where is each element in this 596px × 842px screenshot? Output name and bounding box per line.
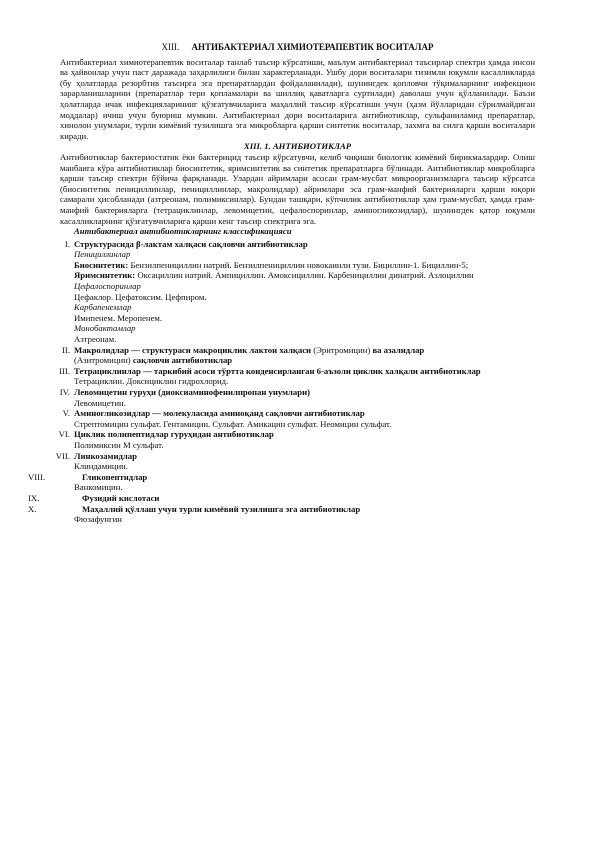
class-number: V. — [62, 408, 70, 419]
class-number: VIII. — [28, 471, 46, 482]
semisynthetic-text: Оксациллин натрий. Ампициллин. Амоксициллин. Карбенициллин динатрий. Азлоциллин — [135, 270, 474, 281]
document-page — [28, 42, 535, 525]
class-heading — [74, 345, 535, 356]
class-heading: Структурасида β-лактам халқаси сақловчи антибиотиклар — [74, 238, 308, 249]
intro-paragraph: Антибактериал химиотерапевтик воситалар танлаб таъсир кўрсатиши, маълум антибактериал таъсирлар спектри ҳамда инсон ва ҳайвонлар учун паст даражада заҳарлилиги билан характерланади. Ушбу дори воситалари тизимли юқумли касалликларда (бу ҳолатларда резорбтив таъсирга эга препаратлардан фойдаланилади), шунингдек қопловчи тўқималарнинг инфекцион зарарланишларини (препаратлар тери қопламалари ва шиллиқ қаватларга суртилади) даволаш учун қўлланилади. Баъзи ҳолатларда ичак инфекцияларининг қўзғатувчиларига маҳаллий таъсир кўрсатиши учун (ҳазм йўлларидан сўрилмайдиган моддалар) ичиш учун буюриш мумкин. Антибактериал дори воситаларига антибиотиклар, сульфаниламид препаратлар, хинолон унумлари, турли кимёвий тузилишга эга микробларга қарши синтетик воситалар, захмга ва силга қарши воситалари киради. — [60, 56, 535, 141]
class-drugs: Клиндамицин. — [74, 461, 128, 472]
class-heading: Аминогликозидлар — молекуласида аминоқанд сақловчи антибиотиклар — [74, 408, 365, 419]
biosynthetic-text: Бензилпенициллин натрий. Бензилпенициллин новокаинли тузи. Бициллин-1. Бициллин-5; — [128, 259, 469, 270]
classification-heading: Антибактериал антибиотикларнинг классификацияси — [74, 226, 292, 237]
class-drugs: Полимиксин М сульфат. — [74, 439, 164, 450]
class-heading: Гликопептидлар — [82, 471, 148, 482]
class-number: IX. — [28, 492, 40, 503]
class-drugs: Левомицетин. — [74, 397, 126, 408]
cephalosporins-label: Цефалоспоринлар — [74, 281, 141, 292]
class-drugs: Тетрациклин. Доксициклин гидрохлорид. — [74, 376, 229, 387]
class-number: I. — [64, 238, 70, 249]
class-drugs: Фюзафунгин — [74, 514, 122, 525]
class-drugs: Ванкомицин. — [74, 482, 123, 493]
class-number: III. — [59, 365, 70, 376]
chapter-title — [60, 42, 535, 53]
carbapenems-text: Имипенем. Меропенем. — [74, 312, 163, 323]
cephalosporins-text: Цефаклор. Цефатоксим. Цефпиром. — [74, 291, 207, 302]
carbapenems-label: Карбапенемлар — [74, 302, 132, 313]
biosynthetic-line — [74, 260, 535, 271]
monobactams-text: Азтреонам. — [74, 334, 117, 345]
antibiotics-paragraph: Антибиотиклар бактериостатик ёки бактерицид таъсир кўрсатувчи, келиб чиқиши биологик кимёвий бирикмалардир. Олиш манбаига кўра антибиотиклар биосинтетик, яримсинтетик ва синтетик препаратларга бўлинади. Антибиотиклар микробларга қарши таъсир спектри бўйича фарқланади. Улардан айримлари асосан грам-мусбат микроорганизмларга таъсир кўрсатса (биосинтетик пенициллинлар, пенициллинлар, макролидлар) айримлари эса грам-манфий бактерияларга қарши юқори самарали ҳисобланади (азтреонам, полимиксинлар). Бундан ташқари, кўпчилик антибиотиклар ҳам грам-мусбат, ҳамда грам-манфий бактерияларга (тетрациклинлар, левомицетин, цефалоспоринлар, аминогликозидлар), шунингдек қатор юқумли касалликларнинг қўзғатувчиларига қарши кенг таъсир спектрига эга. — [60, 151, 535, 226]
class-item-8 — [28, 471, 535, 493]
class-heading-line2 — [74, 355, 535, 366]
class-item-4 — [60, 387, 535, 408]
class-heading: Линкозамидлар — [74, 450, 137, 461]
class-heading: Фузидий кислотаси — [82, 492, 160, 503]
biosynthetic-label: Биосинтетик: — [74, 259, 129, 270]
chapter-number: XIII. — [161, 42, 180, 52]
chapter-title-text: АНТИБАКТЕРИАЛ ХИМИОТЕРАПЕВТИК ВОСИТАЛАР — [191, 42, 434, 52]
class-heading: Левомицетин гуруҳи (диоксиаминофенилпропан унумлари) — [74, 387, 310, 397]
class-number: VII. — [55, 450, 70, 461]
section-subtitle: XIII. 1. АНТИБИОТИКЛАР — [243, 141, 352, 152]
class-number: VI. — [58, 429, 70, 440]
class-number: II. — [62, 344, 70, 355]
class-heading: Циклик полипептидлар гуруҳидан антибиотиклар — [74, 429, 274, 440]
class-heading: Тетрациклинлар — таркибий асоси тўртта конденсирланган 6-аъзоли циклик халқали антибиотиклар — [74, 365, 481, 376]
class-number: IV. — [59, 387, 70, 397]
class-item-2 — [60, 345, 535, 366]
semisynthetic-label: Яримсинтетик: — [74, 270, 136, 281]
class-item-3 — [60, 366, 535, 387]
class-heading-bold: Макролидлар — структураси макроциклик лактон халқаси — [74, 344, 312, 355]
class-item-6 — [60, 429, 535, 450]
class-item-9 — [28, 492, 535, 504]
semisynthetic-line — [74, 270, 535, 281]
penicillins-label: Пенициллинлар — [74, 249, 131, 260]
class-heading-line2-plain: (Азитромицин) — [74, 355, 133, 366]
class-heading-bold-2: ва азалидлар — [372, 344, 425, 355]
class-heading-line2-bold: сақловчи антибиотиклар — [132, 355, 233, 366]
class-item-5 — [60, 408, 535, 429]
monobactams-label: Монобактамлар — [74, 323, 136, 334]
class-item-10 — [28, 503, 535, 525]
class-item-1 — [60, 239, 535, 345]
class-number: X. — [28, 503, 37, 514]
class-drugs: Стрептомицин сульфат. Гентамицин. Сульфат. Амикацин сульфат. Неомицин сульфат. — [74, 418, 392, 429]
class-item-7 — [55, 450, 535, 472]
class-heading-plain: (Эритромицин) — [311, 344, 373, 355]
class-heading: Маҳаллий қўллаш учун турли кимёвий тузилишга эга антибиотиклар — [82, 503, 361, 514]
